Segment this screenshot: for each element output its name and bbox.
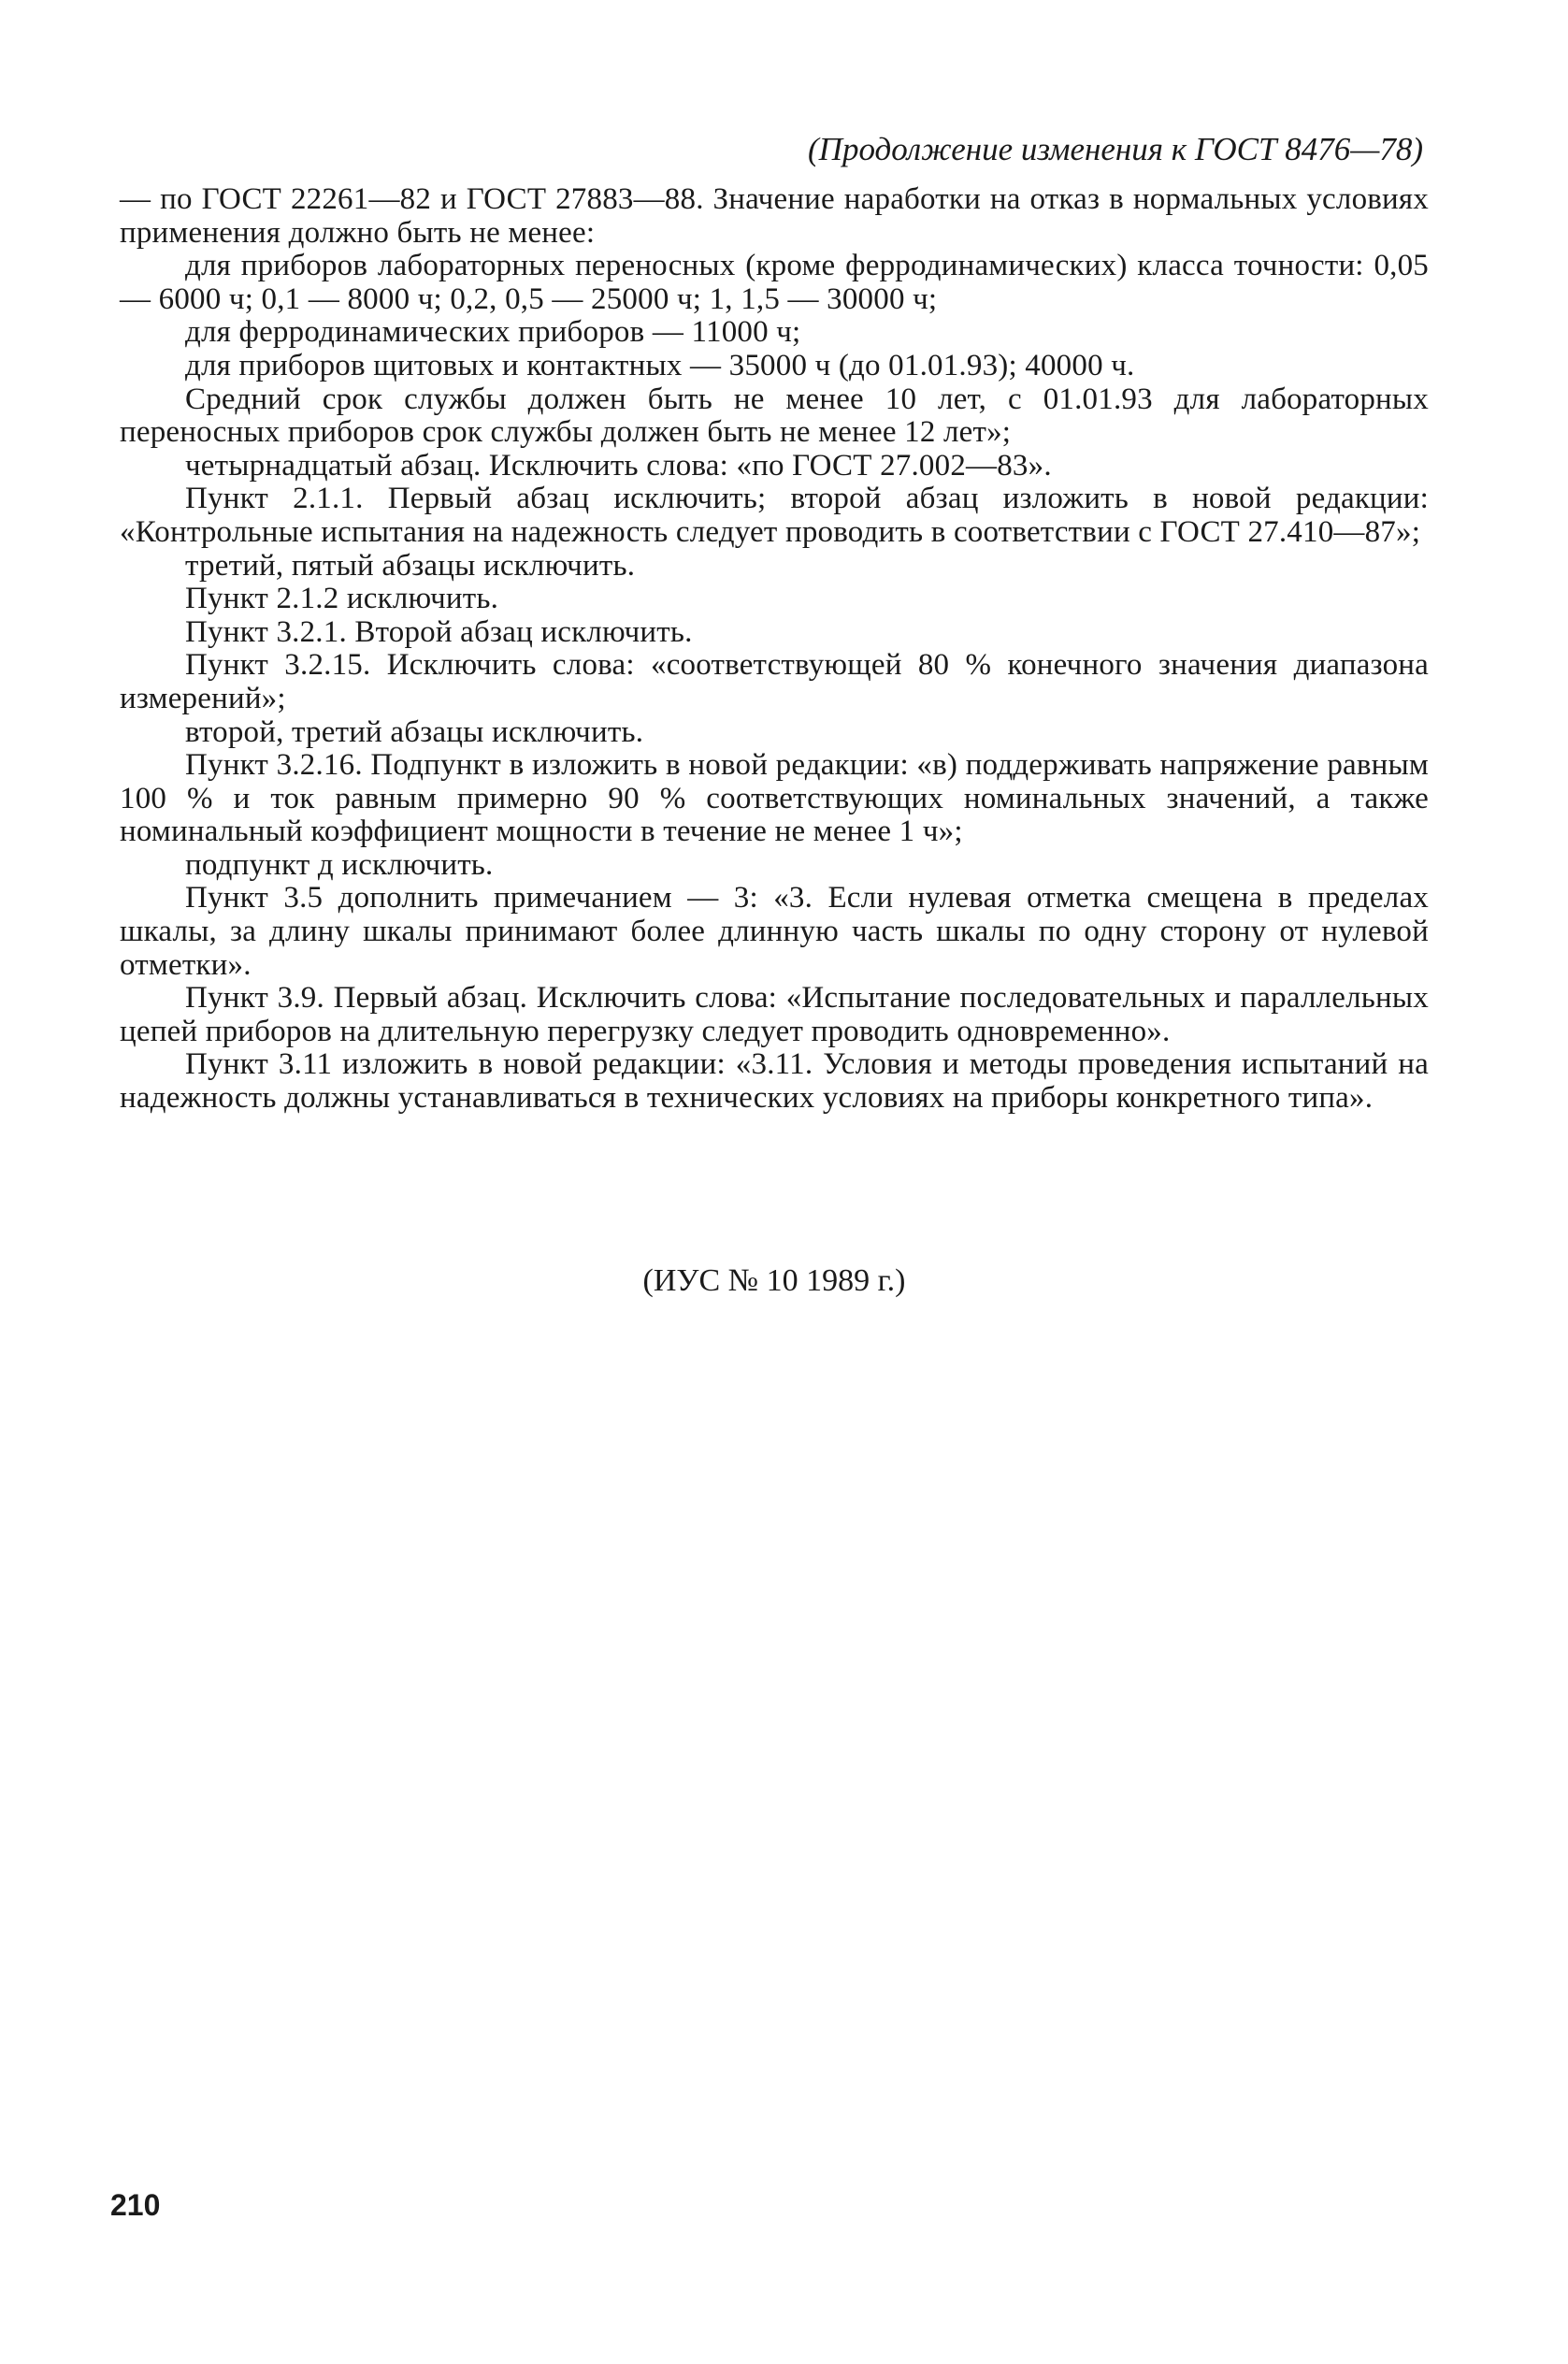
paragraph: Пункт 3.9. Первый абзац. Исключить слова: «Испытание последовательных и параллельных цепей приборов на длительную перегрузку следует проводить одновременно». bbox=[120, 981, 1429, 1048]
paragraph: второй, третий абзацы исключить. bbox=[185, 714, 644, 749]
page-number: 210 bbox=[110, 2188, 161, 2222]
paragraph: Средний срок службы должен быть не менее 10 лет, с 01.01.93 для лабораторных переносных приборов срок службы должен быть не менее 12 лет»; bbox=[120, 382, 1429, 450]
paragraph: для приборов лабораторных переносных (кроме ферродинамических) класса точности: 0,05 — 6000 ч; 0,1 — 8000 ч; 0,2, 0,5 — 25000 ч; 1, 1,5 — 30000 ч; bbox=[120, 249, 1429, 316]
paragraph: Пункт 3.5 дополнить примечанием — 3: «3. Если нулевая отметка смещена в пределах шкалы, за длину шкалы принимают более длинную часть шкалы по одну сторону от нулевой отметки». bbox=[120, 881, 1429, 982]
paragraph: Пункт 3.2.1. Второй абзац исключить. bbox=[185, 614, 693, 649]
paragraph: Пункт 3.2.15. Исключить слова: «соответствующей 80 % конечного значения диапазона измерений»; bbox=[120, 648, 1429, 715]
source-reference: (ИУС № 10 1989 г.) bbox=[642, 1263, 906, 1298]
continuation-header: (Продолжение изменения к ГОСТ 8476—78) bbox=[808, 131, 1423, 167]
paragraph: подпункт д исключить. bbox=[185, 847, 494, 882]
paragraph: Пункт 3.2.16. Подпункт в изложить в новой редакции: «в) поддерживать напряжение равным 100 % и ток равным примерно 90 % соответствующих номинальных значений, а также номинальный коэффициент мощности в течение не менее 1 ч»; bbox=[120, 748, 1429, 849]
paragraph: четырнадцатый абзац. Исключить слова: «по ГОСТ 27.002—83». bbox=[185, 448, 1052, 483]
paragraph: Пункт 2.1.1. Первый абзац исключить; второй абзац изложить в новой редакции: «Контрольные испытания на надежность следует проводить в соответствии с ГОСТ 27.410—87»; bbox=[120, 482, 1429, 549]
paragraph: — по ГОСТ 22261—82 и ГОСТ 27883—88. Значение наработки на отказ в нормальных условиях применения должно быть не менее: bbox=[120, 182, 1429, 250]
paragraph: Пункт 3.11 изложить в новой редакции: «3.11. Условия и методы проведения испытаний на надежность должны устанавливаться в технических условиях на приборы конкретного типа». bbox=[120, 1047, 1429, 1116]
paragraph: для приборов щитовых и контактных — 35000 ч (до 01.01.93); 40000 ч. bbox=[185, 348, 1135, 382]
paragraph: для ферродинамических приборов — 11000 ч; bbox=[185, 315, 801, 350]
paragraph: Пункт 2.1.2 исключить. bbox=[185, 582, 499, 616]
amendment-body bbox=[120, 183, 1429, 1116]
paragraph: третий, пятый абзацы исключить. bbox=[185, 548, 636, 583]
